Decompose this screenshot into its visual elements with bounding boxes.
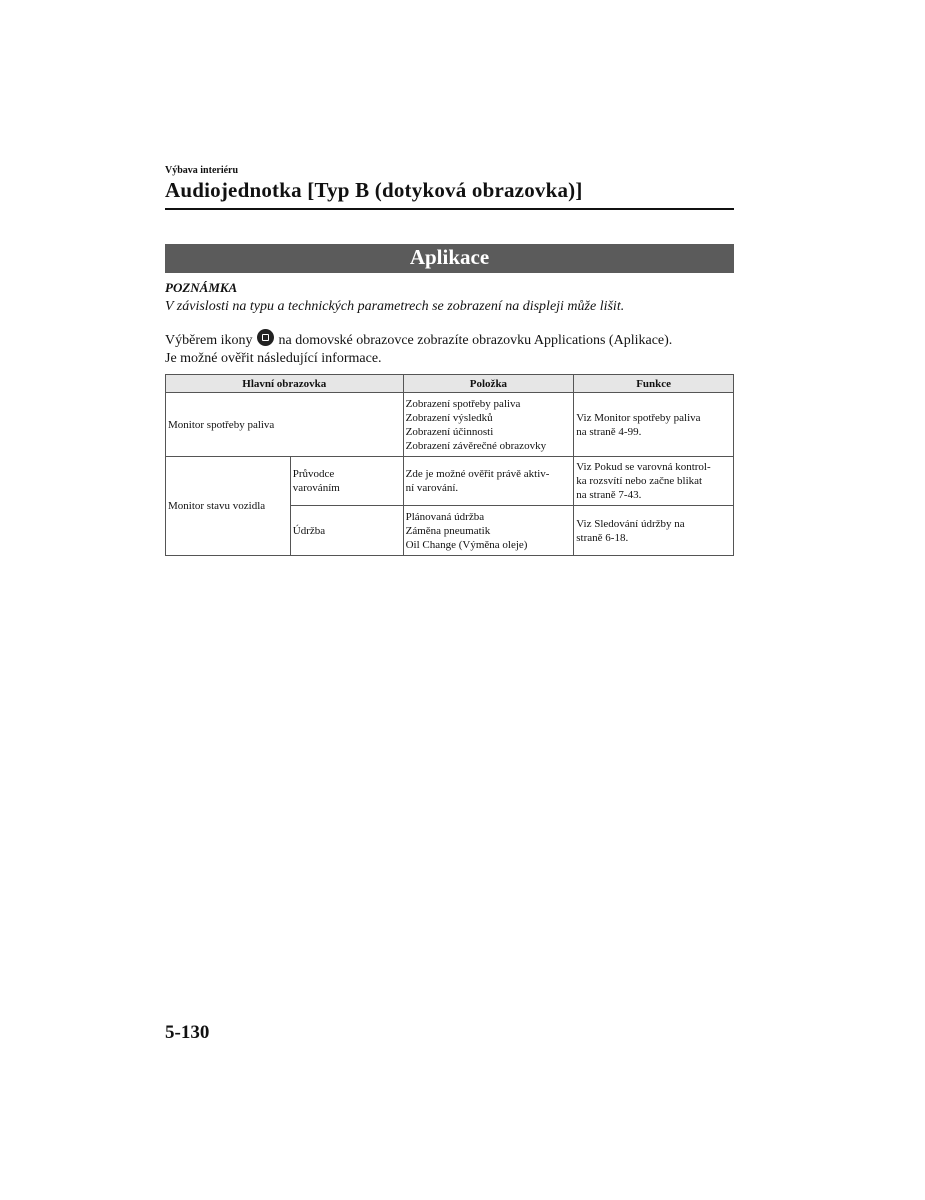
item-line: Zobrazení spotřeby paliva: [405, 397, 521, 410]
item-line: Oil Change (Výměna oleje): [405, 538, 528, 551]
sub-screen-line: varováním: [292, 482, 340, 494]
sub-screen-cell: [290, 457, 403, 506]
function-line: straně 6-18.: [576, 531, 629, 544]
item-line: Zde je možné ověřit právě aktiv-: [405, 468, 550, 480]
column-header-function: Funkce: [574, 375, 734, 393]
function-line: na straně 4-99.: [576, 425, 642, 438]
heading-divider: [165, 208, 734, 210]
applications-table: [165, 374, 734, 556]
banner-title: Aplikace: [409, 245, 490, 269]
note-text: V závislosti na typu a technických parametrech se zobrazení na displeji může lišit.: [165, 299, 625, 314]
item-line: Zobrazení závěrečné obrazovky: [405, 439, 547, 452]
section-banner: [165, 244, 734, 273]
intro-text-line2: Je možné ověřit následující informace.: [165, 351, 382, 366]
manual-page: [165, 0, 734, 1200]
column-header-main-screen: Hlavní obrazovka: [166, 375, 404, 393]
function-line: na straně 7-43.: [576, 489, 642, 501]
item-line: Zobrazení účinnosti: [405, 425, 494, 438]
column-header-item: Položka: [403, 375, 574, 393]
item-line: ní varování.: [405, 482, 459, 494]
item-line: Zobrazení výsledků: [405, 411, 493, 424]
item-line: Plánovaná údržba: [405, 510, 485, 523]
function-line: Viz Sledování údržby na: [576, 517, 685, 530]
table-row: [166, 457, 734, 506]
function-line: ka rozsvítí nebo začne blikat: [576, 475, 703, 487]
sub-screen-cell: [290, 506, 403, 556]
item-line: Záměna pneumatik: [405, 524, 491, 537]
sub-screen-line: Údržba: [292, 524, 326, 537]
table-header-row: [166, 375, 734, 393]
function-cell: [574, 393, 734, 457]
section-label: Výbava interiéru: [165, 165, 239, 176]
sub-screen-line: Průvodce: [292, 468, 335, 480]
function-line: Viz Monitor spotřeby paliva: [576, 411, 701, 424]
function-cell: [574, 457, 734, 506]
page-title: Audiojednotka [Typ B (dotyková obrazovka)]: [165, 178, 583, 202]
note-title: POZNÁMKA: [165, 280, 238, 295]
item-cell: [403, 393, 574, 457]
table-row: [166, 393, 734, 457]
item-cell: [403, 457, 574, 506]
function-cell: [574, 506, 734, 556]
item-cell: [403, 506, 574, 556]
intro-text-after-icon: na domovské obrazovce zobrazíte obrazovku Applications (Aplikace).: [278, 333, 673, 348]
main-screen-cell: Monitor spotřeby paliva: [166, 393, 404, 457]
applications-icon: [257, 329, 274, 346]
intro-paragraph: [165, 329, 672, 368]
main-screen-cell: Monitor stavu vozidla: [166, 457, 291, 556]
page-number: 5-130: [165, 1022, 210, 1043]
function-line: Viz Pokud se varovná kontrol-: [576, 461, 711, 473]
intro-text-before-icon: Výběrem ikony: [165, 333, 253, 348]
